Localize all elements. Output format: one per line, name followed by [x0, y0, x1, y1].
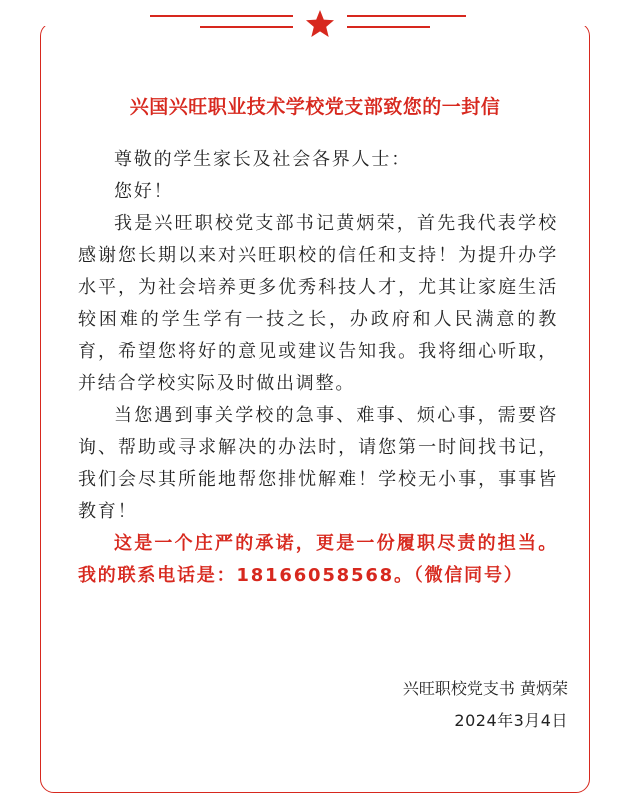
- top-ornament: [0, 0, 640, 50]
- paragraph-help: 当您遇到事关学校的急事、难事、烦心事，需要咨询、帮助或寻求解决的办法时，请您第一时间找书记，我们会尽其所能地帮您排忧解难！学校无小事，事事皆教育！: [78, 405, 558, 522]
- signature: 兴旺职校党支书 黄炳荣: [402, 679, 568, 698]
- letter-date: 2024年3月4日: [454, 711, 568, 730]
- paragraph-introduction: 我是兴旺职校党支部书记黄炳荣，首先我代表学校感谢您长期以来对兴旺职校的信任和支持！为提升办学水平，为社会培养更多优秀科技人才，尤其让家庭生活较困难的学生学有一技之长，办政府和人民满意的教育，希望您将好的意见或建议告知我。我将细心听取，并结合学校实际及时做出调整。: [78, 213, 558, 394]
- commitment-statement: 这是一个庄严的承诺，更是一份履职尽责的担当。我的联系电话是：18166058568。（微信同号）: [78, 533, 558, 586]
- greeting: 您好！: [114, 181, 174, 202]
- salutation: 尊敬的学生家长及社会各界人士：: [114, 149, 411, 170]
- letter-body: [78, 144, 558, 592]
- letter-title: 兴国兴旺职业技术学校党支部致您的一封信: [129, 96, 501, 118]
- red-star-icon: [306, 10, 334, 37]
